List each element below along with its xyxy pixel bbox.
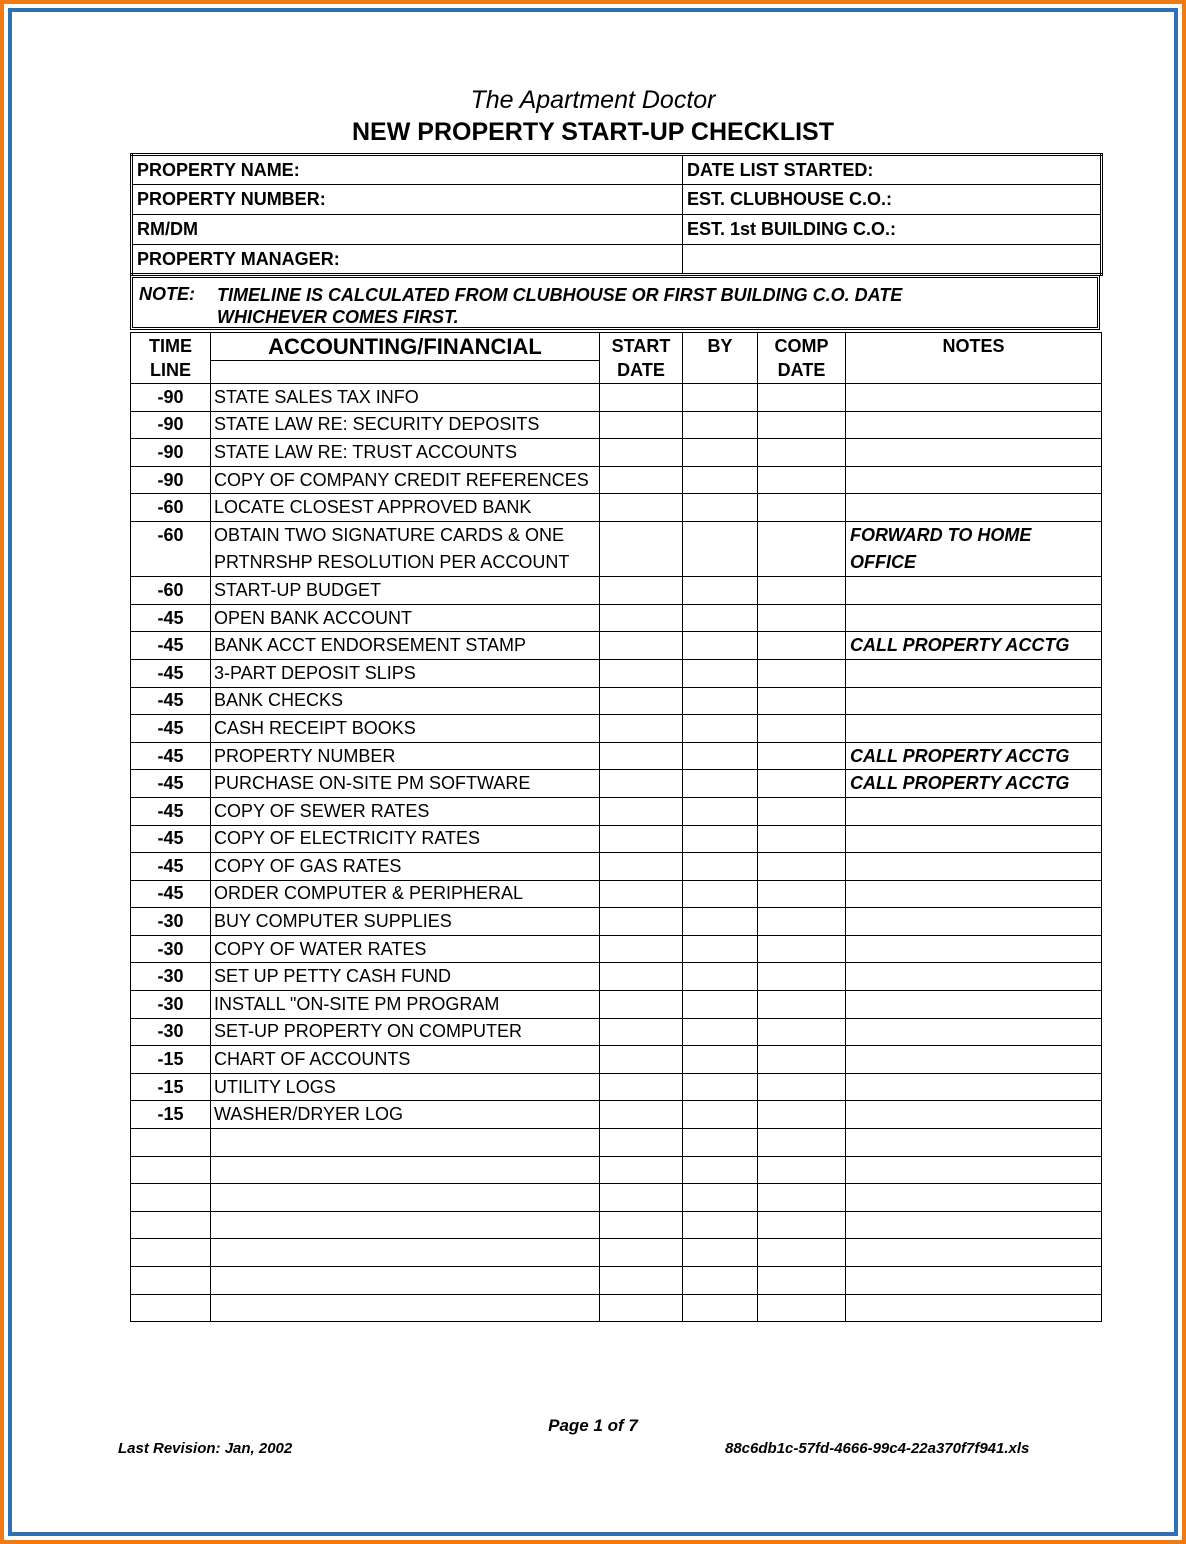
start-date-cell[interactable] (600, 411, 683, 439)
timeline-cell: -45 (131, 659, 211, 687)
start-date-cell[interactable] (600, 1101, 683, 1129)
note-line-1: TIMELINE IS CALCULATED FROM CLUBHOUSE OR FIRST BUILDING C.O. DATE (217, 285, 903, 305)
comp-date-cell[interactable] (758, 825, 846, 853)
timeline-cell: -45 (131, 632, 211, 660)
table-row (131, 770, 1102, 798)
timeline-cell: -30 (131, 935, 211, 963)
by-cell[interactable] (683, 1211, 758, 1239)
checklist-table (130, 332, 1102, 1322)
comp-date-cell[interactable] (758, 1267, 846, 1295)
start-date-header: START DATE (600, 333, 683, 384)
notes-cell[interactable] (846, 1239, 1102, 1267)
table-row (131, 1156, 1102, 1184)
comp-date-cell[interactable] (758, 963, 846, 991)
comp-date-cell[interactable] (758, 632, 846, 660)
page-title: NEW PROPERTY START-UP CHECKLIST (352, 118, 834, 146)
task-cell: COPY OF GAS RATES (211, 853, 600, 881)
comp-date-cell[interactable] (758, 384, 846, 412)
timeline-cell: -90 (131, 439, 211, 467)
notes-cell[interactable] (846, 384, 1102, 412)
start-date-cell[interactable] (600, 659, 683, 687)
start-date-cell[interactable] (600, 797, 683, 825)
task-cell: OBTAIN TWO SIGNATURE CARDS & ONE (211, 521, 600, 549)
notes-cell[interactable] (846, 1294, 1102, 1322)
task-cell: OPEN BANK ACCOUNT (211, 604, 600, 632)
timeline-cell: -45 (131, 687, 211, 715)
by-cell[interactable] (683, 604, 758, 632)
timeline-cell: -15 (131, 1046, 211, 1074)
by-cell[interactable] (683, 1129, 758, 1157)
timeline-cell (131, 1211, 211, 1239)
est-building-field[interactable]: EST. 1st BUILDING C.O.: (683, 215, 1102, 245)
notes-cell[interactable] (846, 1184, 1102, 1212)
table-row (131, 1184, 1102, 1212)
property-name-field[interactable]: PROPERTY NAME: (132, 155, 683, 185)
comp-date-cell[interactable] (758, 797, 846, 825)
timeline-cell: -45 (131, 825, 211, 853)
comp-date-cell[interactable] (758, 1239, 846, 1267)
by-cell[interactable] (683, 742, 758, 770)
timeline-cell (131, 1129, 211, 1157)
task-cell: ORDER COMPUTER & PERIPHERAL (211, 880, 600, 908)
by-cell[interactable] (683, 1239, 758, 1267)
task-cell (211, 1184, 600, 1212)
task-cell: UTILITY LOGS (211, 1073, 600, 1101)
notes-cell[interactable] (846, 908, 1102, 936)
comp-date-cell[interactable] (758, 1046, 846, 1074)
comp-date-cell[interactable] (758, 549, 846, 577)
table-row (131, 1239, 1102, 1267)
task-cell: CASH RECEIPT BOOKS (211, 715, 600, 743)
by-cell[interactable] (683, 1156, 758, 1184)
start-date-cell[interactable] (600, 715, 683, 743)
empty-info-cell[interactable] (683, 245, 1102, 275)
start-date-cell[interactable] (600, 935, 683, 963)
table-row (131, 1129, 1102, 1157)
by-cell[interactable] (683, 577, 758, 605)
by-cell[interactable] (683, 797, 758, 825)
table-row (131, 549, 1102, 577)
start-date-cell[interactable] (600, 742, 683, 770)
table-row (131, 1267, 1102, 1295)
notes-cell[interactable] (846, 687, 1102, 715)
comp-date-cell[interactable] (758, 880, 846, 908)
task-cell: 3-PART DEPOSIT SLIPS (211, 659, 600, 687)
table-row (131, 963, 1102, 991)
table-row (131, 825, 1102, 853)
table-row (131, 742, 1102, 770)
start-date-cell[interactable] (600, 632, 683, 660)
note-line-2: WHICHEVER COMES FIRST. (217, 307, 459, 327)
start-date-cell[interactable] (600, 687, 683, 715)
start-date-cell[interactable] (600, 466, 683, 494)
task-cell: COPY OF COMPANY CREDIT REFERENCES (211, 466, 600, 494)
comp-date-cell[interactable] (758, 521, 846, 549)
start-date-cell[interactable] (600, 770, 683, 798)
timeline-cell: -45 (131, 853, 211, 881)
comp-date-cell[interactable] (758, 604, 846, 632)
notes-cell[interactable] (846, 439, 1102, 467)
task-cell: CHART OF ACCOUNTS (211, 1046, 600, 1074)
by-cell[interactable] (683, 632, 758, 660)
start-date-cell[interactable] (600, 825, 683, 853)
comp-date-cell[interactable] (758, 1294, 846, 1322)
notes-cell[interactable] (846, 1267, 1102, 1295)
table-row (131, 521, 1102, 549)
notes-cell[interactable] (846, 797, 1102, 825)
task-cell (211, 1129, 600, 1157)
comp-date-cell[interactable] (758, 1211, 846, 1239)
comp-date-cell[interactable] (758, 1129, 846, 1157)
table-row (131, 687, 1102, 715)
date-list-started-field[interactable]: DATE LIST STARTED: (683, 155, 1102, 185)
last-revision: Last Revision: Jan, 2002 (118, 1440, 293, 1457)
table-row (131, 991, 1102, 1019)
start-date-cell[interactable] (600, 1294, 683, 1322)
timeline-note (130, 275, 1100, 330)
notes-cell[interactable] (846, 853, 1102, 881)
start-date-cell[interactable] (600, 1239, 683, 1267)
by-cell[interactable] (683, 825, 758, 853)
note-text (217, 284, 902, 328)
task-cell: STATE LAW RE: SECURITY DEPOSITS (211, 411, 600, 439)
timeline-cell: -60 (131, 577, 211, 605)
notes-cell[interactable] (846, 604, 1102, 632)
start-date-cell[interactable] (600, 1211, 683, 1239)
notes-cell[interactable] (846, 880, 1102, 908)
timeline-cell: -45 (131, 742, 211, 770)
by-cell[interactable] (683, 466, 758, 494)
timeline-cell: -45 (131, 715, 211, 743)
start-date-cell[interactable] (600, 1184, 683, 1212)
table-row (131, 384, 1102, 412)
by-cell[interactable] (683, 770, 758, 798)
task-cell: BANK CHECKS (211, 687, 600, 715)
timeline-cell (131, 1239, 211, 1267)
task-cell (211, 1294, 600, 1322)
task-cell: WASHER/DRYER LOG (211, 1101, 600, 1129)
table-row (131, 1211, 1102, 1239)
timeline-cell: -30 (131, 991, 211, 1019)
table-row (131, 1018, 1102, 1046)
task-cell: INSTALL "ON-SITE PM PROGRAM (211, 991, 600, 1019)
table-row (131, 715, 1102, 743)
comp-date-cell[interactable] (758, 577, 846, 605)
start-date-cell[interactable] (600, 908, 683, 936)
notes-cell[interactable] (846, 1101, 1102, 1129)
timeline-cell: -30 (131, 908, 211, 936)
task-cell: PURCHASE ON-SITE PM SOFTWARE (211, 770, 600, 798)
timeline-cell (131, 1267, 211, 1295)
table-row (131, 1294, 1102, 1322)
task-cell (211, 1211, 600, 1239)
by-cell[interactable] (683, 687, 758, 715)
start-date-cell[interactable] (600, 991, 683, 1019)
by-cell[interactable] (683, 1294, 758, 1322)
table-row (131, 604, 1102, 632)
timeline-cell (131, 1156, 211, 1184)
start-date-cell[interactable] (600, 880, 683, 908)
notes-cell[interactable] (846, 411, 1102, 439)
rm-dm-field[interactable]: RM/DM (132, 215, 683, 245)
comp-date-cell[interactable] (758, 466, 846, 494)
by-cell[interactable] (683, 1267, 758, 1295)
task-cell: BUY COMPUTER SUPPLIES (211, 908, 600, 936)
notes-cell[interactable]: CALL PROPERTY ACCTG (846, 770, 1102, 798)
task-cell: START-UP BUDGET (211, 577, 600, 605)
by-cell[interactable] (683, 521, 758, 549)
task-cell (211, 1267, 600, 1295)
task-cell: COPY OF WATER RATES (211, 935, 600, 963)
notes-cell[interactable]: CALL PROPERTY ACCTG (846, 632, 1102, 660)
comp-date-cell[interactable] (758, 1184, 846, 1212)
timeline-cell: -45 (131, 770, 211, 798)
timeline-cell: -15 (131, 1073, 211, 1101)
table-row (131, 1101, 1102, 1129)
timeline-cell: -30 (131, 1018, 211, 1046)
notes-cell[interactable] (846, 1129, 1102, 1157)
notes-cell[interactable] (846, 1073, 1102, 1101)
by-cell[interactable] (683, 659, 758, 687)
table-row (131, 411, 1102, 439)
task-cell: COPY OF SEWER RATES (211, 797, 600, 825)
est-clubhouse-field[interactable]: EST. CLUBHOUSE C.O.: (683, 185, 1102, 215)
by-cell[interactable] (683, 715, 758, 743)
notes-cell[interactable] (846, 1211, 1102, 1239)
comp-date-cell[interactable] (758, 742, 846, 770)
table-header-row-1 (131, 333, 1102, 361)
by-cell[interactable] (683, 935, 758, 963)
table-row (131, 797, 1102, 825)
by-cell[interactable] (683, 1046, 758, 1074)
comp-date-cell[interactable] (758, 935, 846, 963)
task-cell: STATE LAW RE: TRUST ACCOUNTS (211, 439, 600, 467)
comp-date-cell[interactable] (758, 494, 846, 522)
timeline-cell: -30 (131, 963, 211, 991)
comp-date-cell[interactable] (758, 411, 846, 439)
notes-cell[interactable] (846, 1018, 1102, 1046)
comp-date-cell[interactable] (758, 908, 846, 936)
notes-cell[interactable] (846, 494, 1102, 522)
notes-cell[interactable] (846, 715, 1102, 743)
task-cell: PRTNRSHP RESOLUTION PER ACCOUNT (211, 549, 600, 577)
by-cell[interactable] (683, 1184, 758, 1212)
notes-cell[interactable] (846, 963, 1102, 991)
section-header: ACCOUNTING/FINANCIAL (211, 333, 600, 361)
start-date-cell[interactable] (600, 577, 683, 605)
comp-date-cell[interactable] (758, 1101, 846, 1129)
timeline-cell: -60 (131, 494, 211, 522)
notes-cell[interactable] (846, 935, 1102, 963)
start-date-cell[interactable] (600, 1156, 683, 1184)
comp-date-cell[interactable] (758, 1018, 846, 1046)
start-date-cell[interactable] (600, 1267, 683, 1295)
page-number: Page 1 of 7 (548, 1416, 638, 1435)
start-date-cell[interactable] (600, 1073, 683, 1101)
by-cell[interactable] (683, 494, 758, 522)
start-date-cell[interactable] (600, 439, 683, 467)
table-row (131, 466, 1102, 494)
by-cell[interactable] (683, 963, 758, 991)
table-row (131, 853, 1102, 881)
comp-date-cell[interactable] (758, 687, 846, 715)
property-manager-field[interactable]: PROPERTY MANAGER: (132, 245, 683, 275)
notes-cell[interactable]: FORWARD TO HOME (846, 521, 1102, 549)
start-date-cell[interactable] (600, 521, 683, 549)
task-cell: SET-UP PROPERTY ON COMPUTER (211, 1018, 600, 1046)
comp-date-cell[interactable] (758, 770, 846, 798)
timeline-cell: -90 (131, 384, 211, 412)
timeline-cell: -90 (131, 411, 211, 439)
comp-date-header: COMP DATE (758, 333, 846, 384)
property-info-table (130, 153, 1103, 276)
by-cell[interactable] (683, 880, 758, 908)
time-line-header: TIME LINE (131, 333, 211, 384)
table-row (131, 659, 1102, 687)
by-cell[interactable] (683, 411, 758, 439)
notes-cell[interactable]: OFFICE (846, 549, 1102, 577)
table-row (131, 439, 1102, 467)
table-row (131, 908, 1102, 936)
comp-date-cell[interactable] (758, 715, 846, 743)
start-date-cell[interactable] (600, 494, 683, 522)
comp-date-cell[interactable] (758, 659, 846, 687)
comp-date-cell[interactable] (758, 853, 846, 881)
task-cell (211, 1239, 600, 1267)
file-name: 88c6db1c-57fd-4666-99c4-22a370f7f941.xls (725, 1440, 1030, 1457)
table-row (131, 1046, 1102, 1074)
table-row (131, 577, 1102, 605)
by-header: BY (683, 333, 758, 384)
task-cell: STATE SALES TAX INFO (211, 384, 600, 412)
start-date-cell[interactable] (600, 1046, 683, 1074)
by-cell[interactable] (683, 549, 758, 577)
table-row (131, 494, 1102, 522)
task-cell: PROPERTY NUMBER (211, 742, 600, 770)
start-date-cell[interactable] (600, 549, 683, 577)
table-row (131, 935, 1102, 963)
timeline-cell: -45 (131, 880, 211, 908)
timeline-cell: -90 (131, 466, 211, 494)
by-cell[interactable] (683, 1101, 758, 1129)
by-cell[interactable] (683, 1073, 758, 1101)
timeline-cell: -45 (131, 797, 211, 825)
start-date-cell[interactable] (600, 384, 683, 412)
comp-date-cell[interactable] (758, 439, 846, 467)
notes-cell[interactable] (846, 659, 1102, 687)
comp-date-cell[interactable] (758, 1073, 846, 1101)
table-row (131, 880, 1102, 908)
company-name: The Apartment Doctor (470, 86, 716, 114)
start-date-cell[interactable] (600, 604, 683, 632)
start-date-cell[interactable] (600, 1129, 683, 1157)
timeline-cell: -15 (131, 1101, 211, 1129)
start-date-cell[interactable] (600, 1018, 683, 1046)
notes-cell[interactable] (846, 577, 1102, 605)
by-cell[interactable] (683, 439, 758, 467)
by-cell[interactable] (683, 908, 758, 936)
notes-header: NOTES (846, 333, 1102, 384)
timeline-cell: -45 (131, 604, 211, 632)
timeline-cell (131, 1184, 211, 1212)
property-number-field[interactable]: PROPERTY NUMBER: (132, 185, 683, 215)
notes-cell[interactable] (846, 991, 1102, 1019)
section-header-blank (211, 361, 600, 384)
table-row (131, 1073, 1102, 1101)
notes-cell[interactable] (846, 825, 1102, 853)
comp-date-cell[interactable] (758, 1156, 846, 1184)
task-cell: BANK ACCT ENDORSEMENT STAMP (211, 632, 600, 660)
by-cell[interactable] (683, 991, 758, 1019)
table-row (131, 632, 1102, 660)
notes-cell[interactable]: CALL PROPERTY ACCTG (846, 742, 1102, 770)
by-cell[interactable] (683, 384, 758, 412)
by-cell[interactable] (683, 1018, 758, 1046)
task-cell (211, 1156, 600, 1184)
notes-cell[interactable] (846, 1156, 1102, 1184)
timeline-cell (131, 549, 211, 577)
notes-cell[interactable] (846, 466, 1102, 494)
task-cell: SET UP PETTY CASH FUND (211, 963, 600, 991)
note-label: NOTE: (139, 284, 195, 304)
timeline-cell: -60 (131, 521, 211, 549)
notes-cell[interactable] (846, 1046, 1102, 1074)
comp-date-cell[interactable] (758, 991, 846, 1019)
start-date-cell[interactable] (600, 963, 683, 991)
timeline-cell (131, 1294, 211, 1322)
by-cell[interactable] (683, 853, 758, 881)
task-cell: COPY OF ELECTRICITY RATES (211, 825, 600, 853)
start-date-cell[interactable] (600, 853, 683, 881)
task-cell: LOCATE CLOSEST APPROVED BANK (211, 494, 600, 522)
